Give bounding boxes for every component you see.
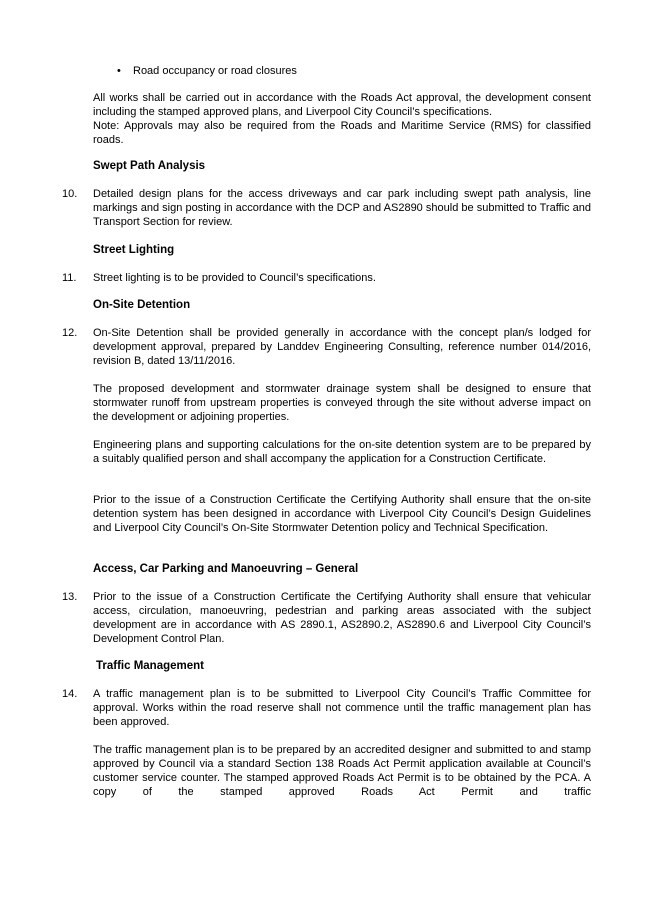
condition-12-paragraph-1: On-Site Detention shall be provided generally in accordance with the concept plan/s lodged for development approval, prepared by Landdev Engineering Consulting, reference number 014/2016, revision B, dated 13/11/2016. — [93, 327, 591, 367]
condition-14-paragraph-1: A traffic management plan is to be submitted to Liverpool City Council’s Traffic Committee for approval. Works within the road reserve shall not commence until the traffic management plan has been approved. — [93, 688, 591, 728]
heading-street-lighting: Street Lighting — [93, 244, 175, 256]
condition-number-14: 14. — [62, 688, 78, 700]
condition-12-paragraph-4: Prior to the issue of a Construction Certificate the Certifying Authority shall ensure that the on-site detention system has been designed in accordance with Liverpool City Council’s Design Guidelines and Liverpool City Council’s On-Site Stormwater Detention policy and Technical Specification. — [93, 494, 591, 534]
condition-12-paragraph-3: Engineering plans and supporting calculations for the on-site detention system are to be prepared by a suitably qualified person and shall accompany the application for a Construction Certificate. — [93, 439, 591, 465]
heading-access-car-parking: Access, Car Parking and Manoeuvring – General — [93, 563, 359, 575]
condition-11-text: Street lighting is to be provided to Council’s specifications. — [93, 272, 376, 284]
intro-paragraph: All works shall be carried out in accordance with the Roads Act approval, the development consent including the stamped approved plans, and Liverpool City Council’s specifications. — [93, 92, 591, 118]
condition-12-paragraph-2: The proposed development and stormwater drainage system shall be designed to ensure that stormwater runoff from upstream properties is conveyed through the site without adverse impact on the development or adjoining properties. — [93, 383, 591, 423]
heading-swept-path-analysis: Swept Path Analysis — [93, 160, 206, 172]
bullet-dot: • — [117, 65, 121, 77]
bullet-item: Road occupancy or road closures — [133, 65, 297, 77]
condition-13-text: Prior to the issue of a Construction Certificate the Certifying Authority shall ensure that vehicular access, circulation, manoeuvring, pedestrian and parking areas associated with the subject development are in accordance with AS 2890.1, AS2890.2, AS2890.6 and Liverpool City Council’s Development Control Plan. — [93, 591, 591, 645]
condition-14-paragraph-2: The traffic management plan is to be prepared by an accredited designer and submitted to and stamp approved by Council via a standard Section 138 Roads Act Permit application available at Council’s customer service counter. The stamped approved Roads Act Permit is to be obtained by the PCA. A copy of the stamped approved Roads Act Permit and traffic — [93, 744, 591, 798]
heading-traffic-management: Traffic Management — [96, 660, 204, 672]
condition-number-13: 13. — [62, 591, 78, 603]
condition-10-text: Detailed design plans for the access driveways and car park including swept path analysis, line markings and sign posting in accordance with the DCP and AS2890 should be submitted to Traffic and Transport Section for review. — [93, 188, 591, 228]
heading-on-site-detention: On-Site Detention — [93, 299, 191, 311]
intro-note: Note: Approvals may also be required from the Roads and Maritime Service (RMS) for classified roads. — [93, 120, 591, 146]
condition-number-12: 12. — [62, 327, 78, 339]
condition-number-10: 10. — [62, 188, 78, 200]
condition-number-11: 11. — [62, 272, 77, 284]
